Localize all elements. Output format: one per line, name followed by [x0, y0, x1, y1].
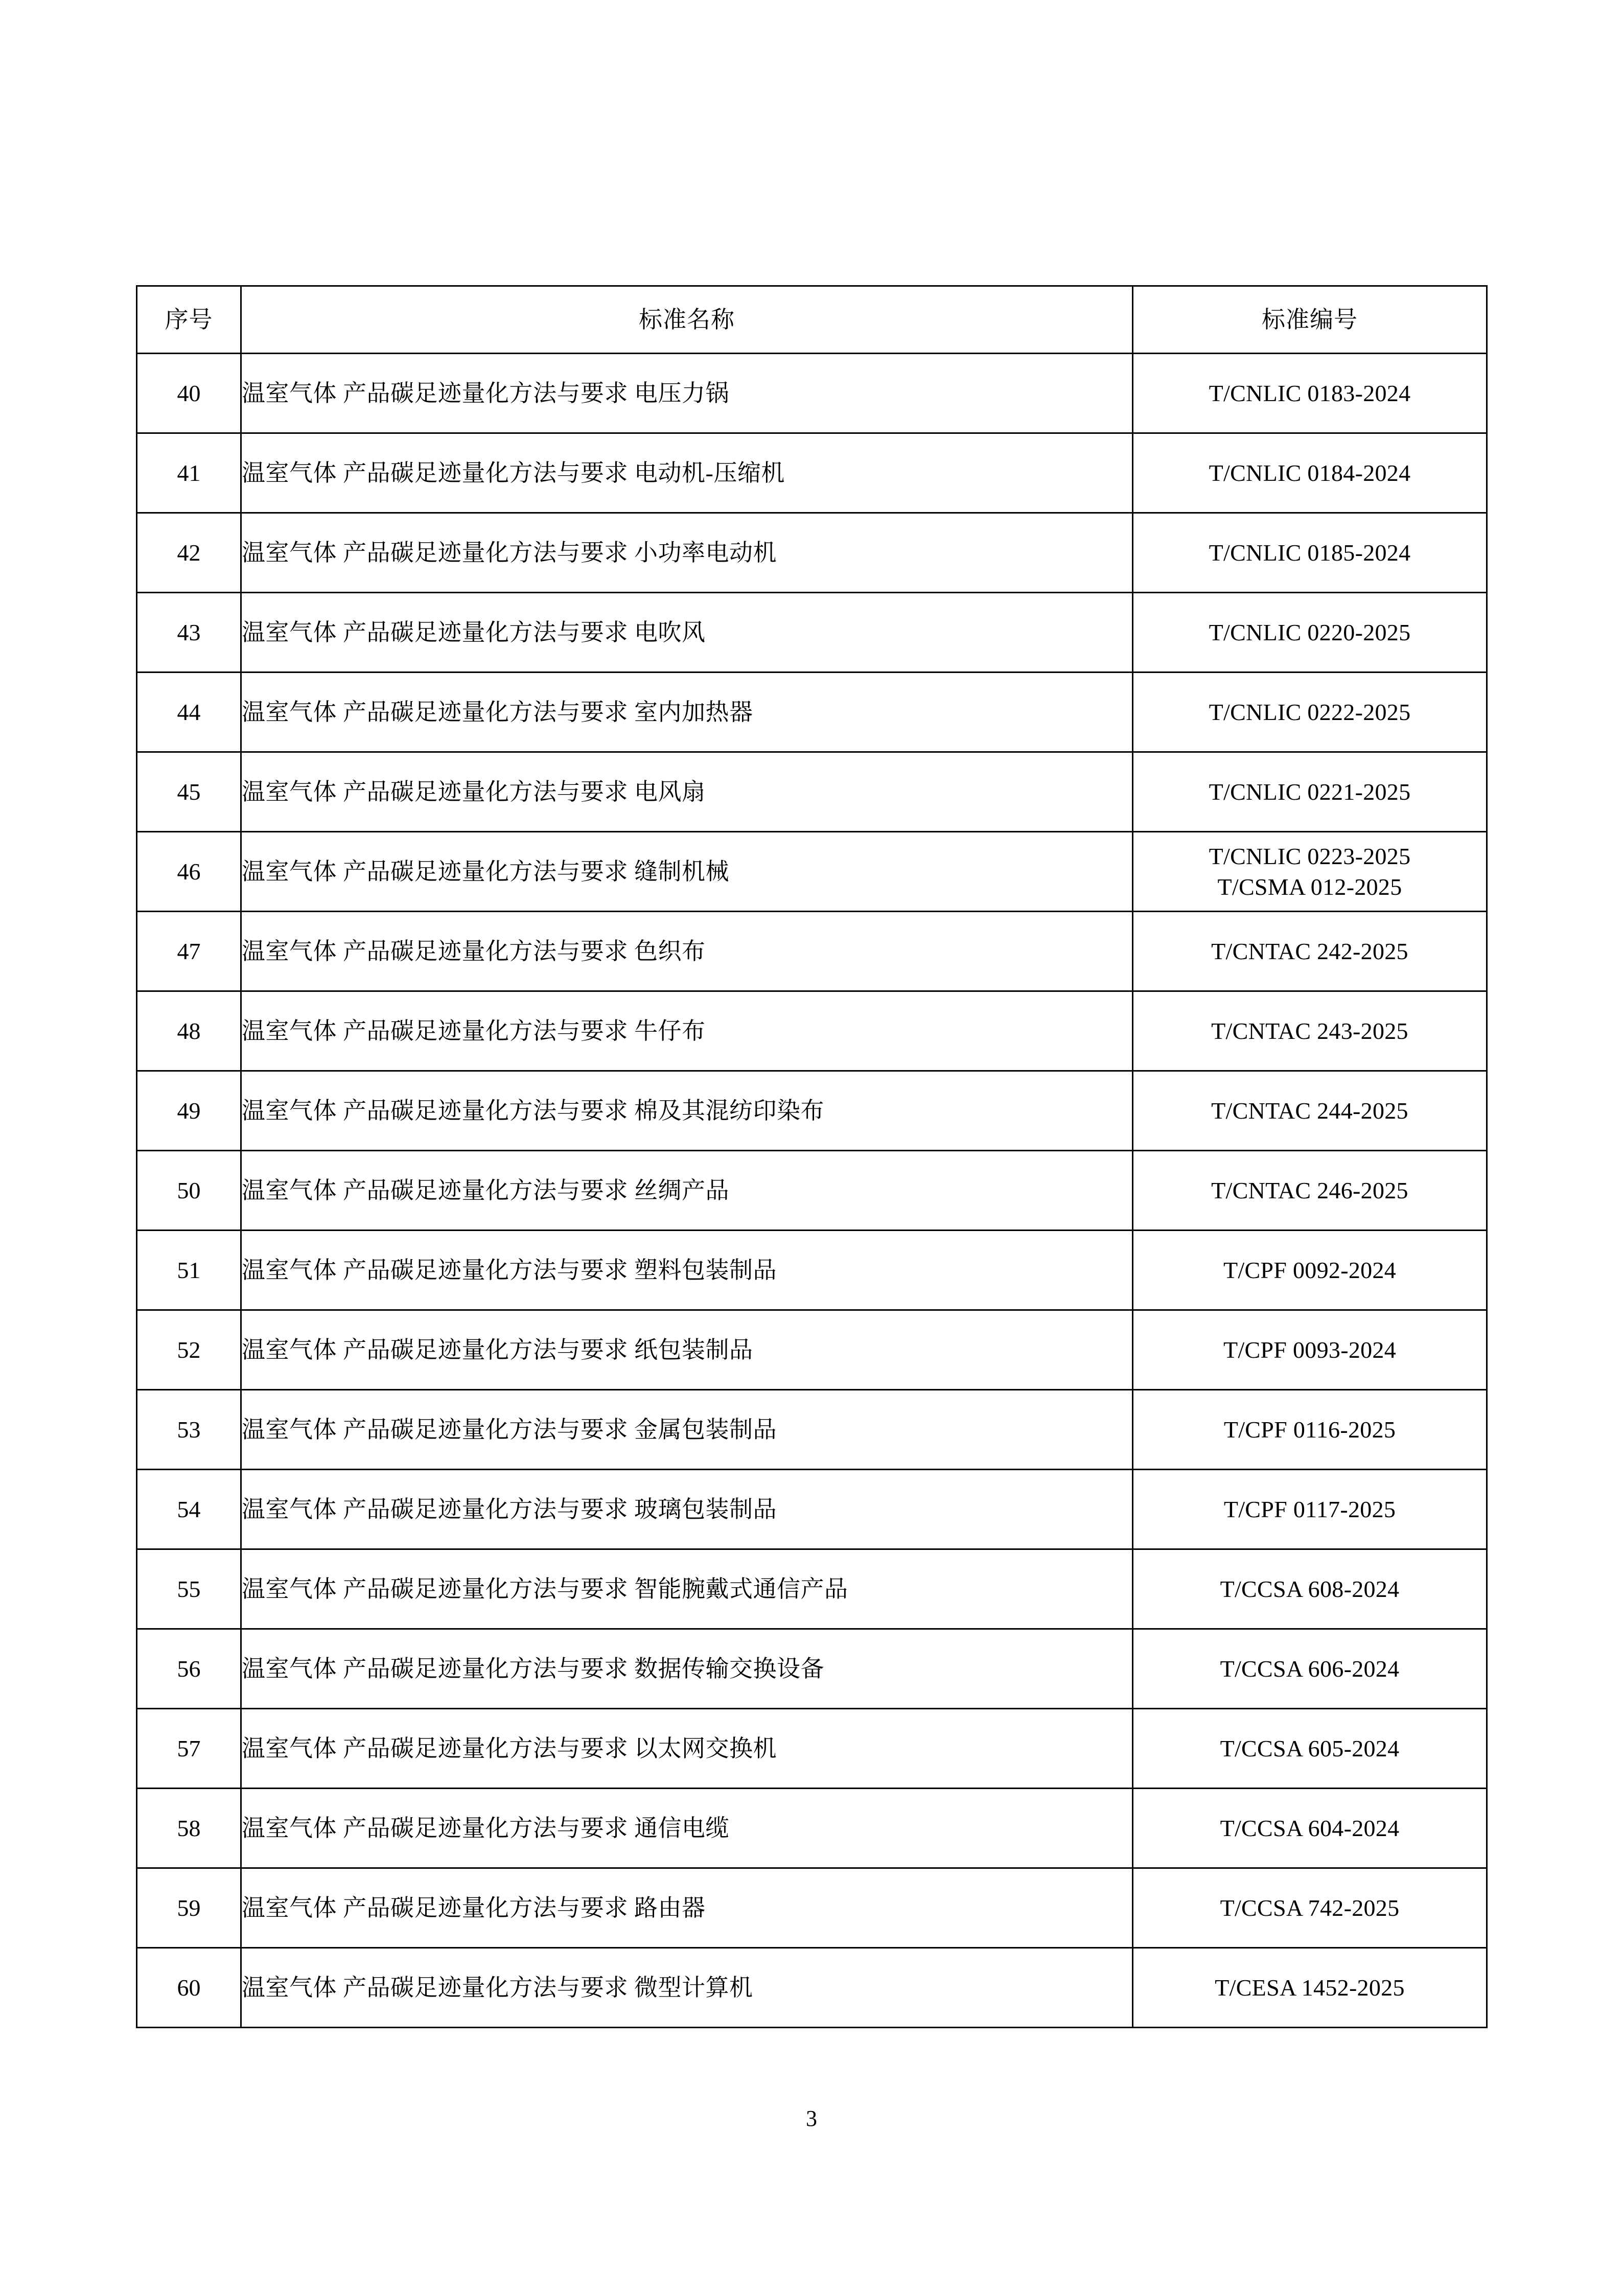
cell-standard-name: 温室气体 产品碳足迹量化方法与要求 通信电缆 — [241, 1789, 1133, 1868]
column-header-standard-code: 标准编号 — [1133, 286, 1487, 354]
table-row — [137, 912, 1487, 991]
cell-sequence-number: 58 — [137, 1789, 241, 1868]
standard-code-line: T/CNLIC 0221-2025 — [1209, 778, 1411, 805]
cell-sequence-number: 42 — [137, 513, 241, 593]
table-row — [137, 1789, 1487, 1868]
cell-standard-code — [1133, 1390, 1487, 1470]
cell-standard-code — [1133, 1709, 1487, 1789]
cell-standard-name: 温室气体 产品碳足迹量化方法与要求 电压力锅 — [241, 354, 1133, 433]
table-row — [137, 1390, 1487, 1470]
standard-code-line: T/CPF 0092-2024 — [1223, 1257, 1397, 1283]
cell-standard-name: 温室气体 产品碳足迹量化方法与要求 丝绸产品 — [241, 1151, 1133, 1231]
cell-standard-name: 温室气体 产品碳足迹量化方法与要求 金属包装制品 — [241, 1390, 1133, 1470]
cell-sequence-number: 40 — [137, 354, 241, 433]
table-row — [137, 1231, 1487, 1310]
cell-standard-name: 温室气体 产品碳足迹量化方法与要求 色织布 — [241, 912, 1133, 991]
cell-standard-code — [1133, 1310, 1487, 1390]
cell-sequence-number: 56 — [137, 1629, 241, 1709]
cell-standard-code — [1133, 991, 1487, 1071]
cell-standard-code — [1133, 1789, 1487, 1868]
cell-standard-name: 温室气体 产品碳足迹量化方法与要求 路由器 — [241, 1868, 1133, 1948]
cell-sequence-number: 54 — [137, 1470, 241, 1549]
standard-code-line: T/CSMA 012-2025 — [1217, 873, 1402, 900]
cell-standard-name: 温室气体 产品碳足迹量化方法与要求 牛仔布 — [241, 991, 1133, 1071]
cell-standard-name: 温室气体 产品碳足迹量化方法与要求 棉及其混纺印染布 — [241, 1071, 1133, 1151]
cell-standard-code — [1133, 354, 1487, 433]
table-header-row — [137, 286, 1487, 354]
cell-standard-name: 温室气体 产品碳足迹量化方法与要求 数据传输交换设备 — [241, 1629, 1133, 1709]
cell-standard-code — [1133, 513, 1487, 593]
cell-sequence-number: 43 — [137, 593, 241, 672]
cell-sequence-number: 57 — [137, 1709, 241, 1789]
table-row — [137, 1549, 1487, 1629]
cell-standard-name: 温室气体 产品碳足迹量化方法与要求 以太网交换机 — [241, 1709, 1133, 1789]
column-header-sequence-number: 序号 — [137, 286, 241, 354]
cell-sequence-number: 49 — [137, 1071, 241, 1151]
standard-code-line: T/CNTAC 243-2025 — [1211, 1017, 1408, 1044]
standard-code-line: T/CCSA 606-2024 — [1220, 1655, 1400, 1682]
table-row — [137, 1071, 1487, 1151]
cell-standard-code — [1133, 832, 1487, 912]
table-row — [137, 1151, 1487, 1231]
table-row — [137, 433, 1487, 513]
cell-sequence-number: 48 — [137, 991, 241, 1071]
cell-standard-code — [1133, 1549, 1487, 1629]
table-row — [137, 672, 1487, 752]
page-number: 3 — [806, 2106, 817, 2131]
cell-standard-name: 温室气体 产品碳足迹量化方法与要求 智能腕戴式通信产品 — [241, 1549, 1133, 1629]
standard-code-line: T/CPF 0093-2024 — [1223, 1336, 1397, 1363]
cell-sequence-number: 47 — [137, 912, 241, 991]
cell-standard-code — [1133, 433, 1487, 513]
cell-standard-code — [1133, 912, 1487, 991]
cell-standard-code — [1133, 593, 1487, 672]
cell-standard-name: 温室气体 产品碳足迹量化方法与要求 电吹风 — [241, 593, 1133, 672]
table-row — [137, 832, 1487, 912]
cell-standard-name: 温室气体 产品碳足迹量化方法与要求 缝制机械 — [241, 832, 1133, 912]
standard-code-line: T/CNTAC 246-2025 — [1211, 1177, 1408, 1203]
standard-code-line: T/CPF 0117-2025 — [1223, 1496, 1396, 1522]
standard-code-line: T/CNTAC 244-2025 — [1211, 1097, 1408, 1124]
cell-sequence-number: 59 — [137, 1868, 241, 1948]
table-row — [137, 1470, 1487, 1549]
cell-standard-name: 温室气体 产品碳足迹量化方法与要求 纸包装制品 — [241, 1310, 1133, 1390]
standard-code-line: T/CCSA 608-2024 — [1220, 1575, 1400, 1602]
cell-sequence-number: 45 — [137, 752, 241, 832]
standard-code-line: T/CCSA 742-2025 — [1220, 1894, 1400, 1921]
standard-code-line: T/CNTAC 242-2025 — [1211, 938, 1408, 964]
table-row — [137, 752, 1487, 832]
standard-code-line: T/CPF 0116-2025 — [1223, 1416, 1396, 1443]
cell-standard-name: 温室气体 产品碳足迹量化方法与要求 塑料包装制品 — [241, 1231, 1133, 1310]
cell-sequence-number: 41 — [137, 433, 241, 513]
table-row — [137, 991, 1487, 1071]
table-row — [137, 1629, 1487, 1709]
table-row — [137, 1709, 1487, 1789]
table-row — [137, 354, 1487, 433]
standard-code-line: T/CNLIC 0184-2024 — [1209, 459, 1411, 486]
cell-sequence-number: 44 — [137, 672, 241, 752]
cell-standard-code — [1133, 672, 1487, 752]
cell-standard-code — [1133, 752, 1487, 832]
cell-standard-code — [1133, 1868, 1487, 1948]
table-body — [137, 354, 1487, 2028]
cell-standard-code — [1133, 1948, 1487, 2028]
cell-standard-code — [1133, 1151, 1487, 1231]
table-row — [137, 513, 1487, 593]
cell-standard-code — [1133, 1071, 1487, 1151]
table-row — [137, 593, 1487, 672]
cell-sequence-number: 53 — [137, 1390, 241, 1470]
standard-code-line: T/CNLIC 0183-2024 — [1209, 380, 1411, 406]
cell-sequence-number: 51 — [137, 1231, 241, 1310]
table-row — [137, 1310, 1487, 1390]
standard-code-line: T/CNLIC 0220-2025 — [1209, 619, 1411, 645]
cell-sequence-number: 52 — [137, 1310, 241, 1390]
cell-sequence-number: 50 — [137, 1151, 241, 1231]
cell-standard-name: 温室气体 产品碳足迹量化方法与要求 小功率电动机 — [241, 513, 1133, 593]
cell-standard-code — [1133, 1629, 1487, 1709]
standard-code-line: T/CCSA 604-2024 — [1220, 1815, 1400, 1841]
column-header-standard-name: 标准名称 — [241, 286, 1133, 354]
cell-standard-name: 温室气体 产品碳足迹量化方法与要求 室内加热器 — [241, 672, 1133, 752]
table-row — [137, 1868, 1487, 1948]
standard-code-line: T/CNLIC 0185-2024 — [1209, 539, 1411, 566]
table-header — [137, 286, 1487, 354]
standard-code-line: T/CESA 1452-2025 — [1215, 1974, 1405, 2001]
cell-sequence-number: 46 — [137, 832, 241, 912]
standard-code-line: T/CNLIC 0222-2025 — [1209, 699, 1411, 725]
standard-code-line: T/CNLIC 0223-2025 — [1209, 843, 1411, 869]
cell-standard-name: 温室气体 产品碳足迹量化方法与要求 电风扇 — [241, 752, 1133, 832]
cell-sequence-number: 55 — [137, 1549, 241, 1629]
cell-sequence-number: 60 — [137, 1948, 241, 2028]
cell-standard-name: 温室气体 产品碳足迹量化方法与要求 微型计算机 — [241, 1948, 1133, 2028]
standard-code-line: T/CCSA 605-2024 — [1220, 1735, 1400, 1761]
cell-standard-name: 温室气体 产品碳足迹量化方法与要求 玻璃包装制品 — [241, 1470, 1133, 1549]
standards-table — [136, 285, 1488, 2028]
table-row — [137, 1948, 1487, 2028]
cell-standard-name: 温室气体 产品碳足迹量化方法与要求 电动机-压缩机 — [241, 433, 1133, 513]
cell-standard-code — [1133, 1231, 1487, 1310]
cell-standard-code — [1133, 1470, 1487, 1549]
